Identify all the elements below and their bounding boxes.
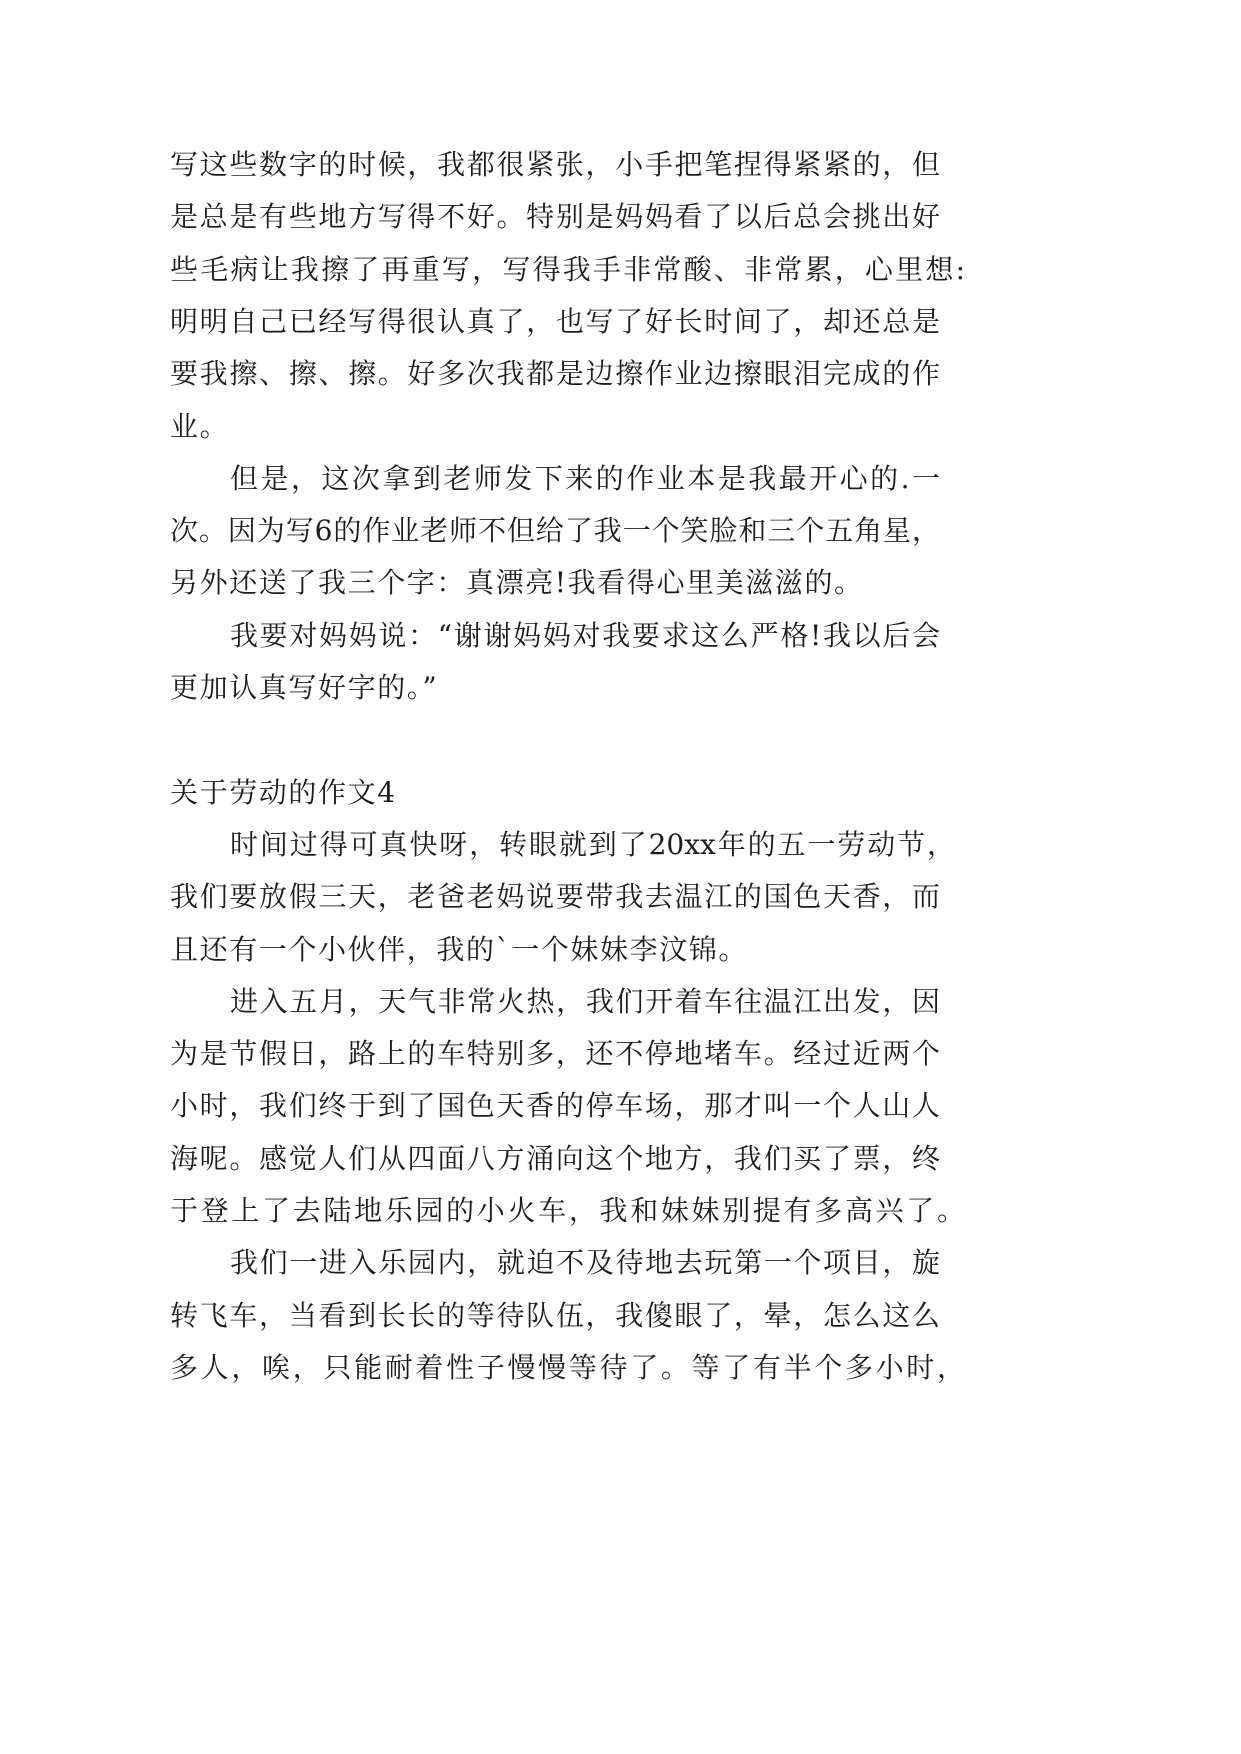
text-line: 更加认真写好字的。” xyxy=(170,671,439,704)
text-line: 但是，这次拿到老师发下来的作业本是我最开心的.一 xyxy=(230,461,940,495)
text-line: 明明自己已经写得很认真了，也写了好长时间了，却还总是 xyxy=(170,304,940,338)
text-line: 业。 xyxy=(170,409,230,443)
text-line: 转飞车，当看到长长的等待队伍，我傻眼了，晕，怎么这么 xyxy=(170,1298,940,1332)
text-line: 次。因为写6的作业老师不但给了我一个笑脸和三个五角星， xyxy=(170,514,940,548)
text-line: 于登上了去陆地乐园的小火车，我和妹妹别提有多高兴了。 xyxy=(170,1194,965,1227)
text-line: 海呢。感觉人们从四面八方涌向这个地方，我们买了票，终 xyxy=(170,1141,940,1175)
text-line: 我们一进入乐园内，就迫不及待地去玩第一个项目，旋 xyxy=(230,1246,940,1280)
text-line: 是总是有些地方写得不好。特别是妈妈看了以后总会挑出好 xyxy=(170,200,940,234)
text-line: 我们要放假三天，老爸老妈说要带我去温江的国色天香，而 xyxy=(170,880,940,914)
text-line: 些毛病让我擦了再重写，写得我手非常酸、非常累，心里想: xyxy=(170,252,965,286)
text-line: 且还有一个小伙伴，我的`一个妹妹李汶锦。 xyxy=(170,932,749,966)
text-line: 要我擦、擦、擦。好多次我都是边擦作业边擦眼泪完成的作 xyxy=(170,357,940,391)
text-line: 另外还送了我三个字：真漂亮!我看得心里美滋滋的。 xyxy=(170,566,864,600)
text-line: 我要对妈妈说：“谢谢妈妈对我要求这么严格!我以后会 xyxy=(230,618,940,652)
section-title: 关于劳动的作文4 xyxy=(170,775,397,809)
text-line: 多人，唉，只能耐着性子慢慢等待了。等了有半个多小时， xyxy=(170,1350,965,1384)
text-line: 为是节假日，路上的车特别多，还不停地堵车。经过近两个 xyxy=(170,1037,940,1071)
text-line: 写这些数字的时候，我都很紧张，小手把笔捏得紧紧的，但 xyxy=(170,148,940,181)
text-line: 进入五月，天气非常火热，我们开着车往温江出发，因 xyxy=(230,984,940,1018)
text-line: 时间过得可真快呀，转眼就到了20xx年的五一劳动节， xyxy=(230,827,955,861)
text-line: 小时，我们终于到了国色天香的停车场，那才叫一个人山人 xyxy=(170,1089,940,1123)
